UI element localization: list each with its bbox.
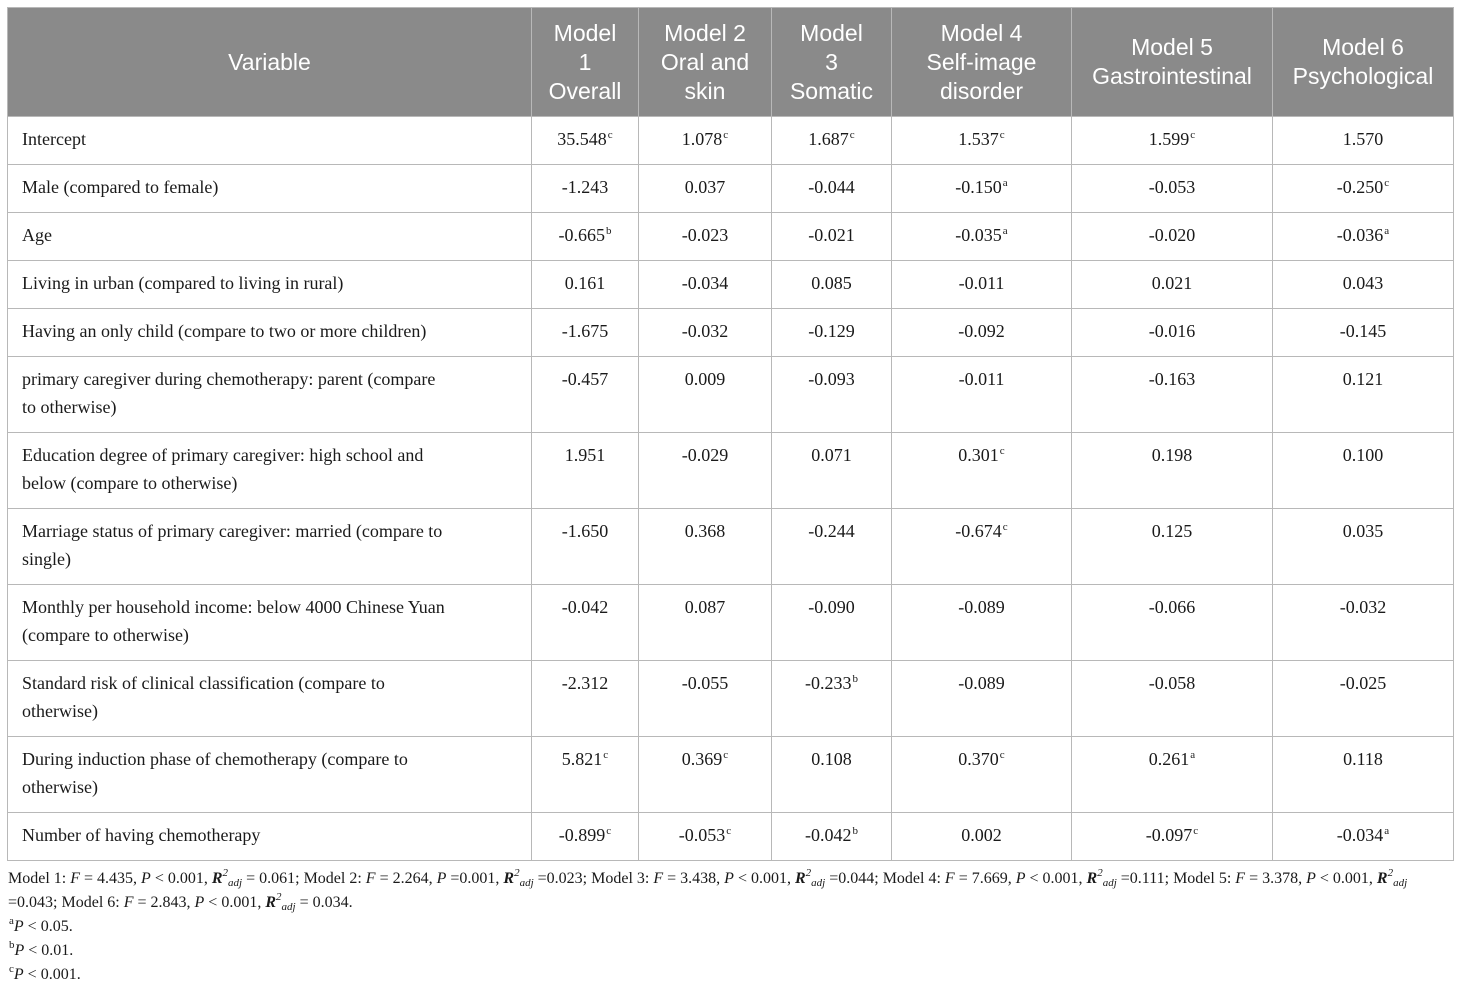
coefficient-value: -0.250 <box>1336 177 1384 197</box>
coefficient-cell <box>1273 509 1454 585</box>
r2-symbol: R <box>1376 870 1388 887</box>
r2-value: =0.111 <box>1120 870 1165 887</box>
footnote <box>8 963 1453 987</box>
r2-subscript: adj <box>1393 877 1408 889</box>
header-model-line: Self-image <box>926 48 1037 75</box>
significance-mark: c <box>1002 521 1008 533</box>
coefficient-cell <box>772 165 892 213</box>
coefficient-cell <box>639 737 772 813</box>
table-header-row <box>8 8 1454 117</box>
f-value: 2.843 <box>150 894 187 911</box>
model-stat: Model 2: F = 2.264, P =0.001, $R^2_{adj} =0.023$; <box>303 867 592 889</box>
coefficient-value: 1.599 <box>1148 129 1190 149</box>
model-stat: Model 4: F = 7.669, P < 0.001, $R^2_{adj} =0.111$; <box>882 867 1174 889</box>
footnote <box>8 915 1453 939</box>
coefficient-value: -1.675 <box>561 321 609 341</box>
coefficient-value: -0.090 <box>808 597 855 617</box>
coefficient-cell <box>1273 213 1454 261</box>
significance-mark: c <box>999 129 1005 141</box>
footnote-mark: a <box>9 915 14 927</box>
header-model-line: Model <box>800 19 863 46</box>
coefficient-value: -0.023 <box>681 225 729 245</box>
coefficient-cell <box>772 261 892 309</box>
coefficient-value: 0.085 <box>811 273 852 293</box>
header-model-line: Model 6 <box>1322 34 1404 60</box>
coefficient-value: 0.037 <box>684 177 726 197</box>
r2-value: =0.043 <box>8 894 54 911</box>
significance-mark: c <box>606 825 612 837</box>
coefficient-cell <box>772 585 892 661</box>
coefficient-cell <box>532 261 639 309</box>
model-stat: Model 6: F = 2.843, P < 0.001, $R^2_{adj} = 0.034$. <box>61 891 353 913</box>
coefficient-value: 1.570 <box>1342 129 1384 149</box>
coefficient-cell <box>639 117 772 165</box>
r2-value: =0.044 <box>829 870 875 887</box>
coefficient-value: -0.032 <box>681 321 729 341</box>
f-value: 7.669 <box>971 870 1008 887</box>
coefficient-cell <box>892 737 1072 813</box>
footnote-mark: c <box>9 963 14 975</box>
coefficient-value: 0.100 <box>1342 445 1384 465</box>
footnote-text: < 0.001. <box>27 966 81 983</box>
coefficient-cell <box>1273 261 1454 309</box>
r2-subscript: adj <box>228 877 243 889</box>
coefficient-cell <box>532 213 639 261</box>
r2-subscript: adj <box>1102 877 1117 889</box>
p-value: < 0.001 <box>737 870 787 887</box>
f-value: 4.435 <box>97 870 134 887</box>
coefficient-value: -0.092 <box>958 321 1005 341</box>
r2-symbol: R <box>503 870 515 887</box>
coefficient-value: -0.021 <box>808 225 855 245</box>
table-row <box>8 357 1454 433</box>
coefficient-value: 0.071 <box>811 445 852 465</box>
coefficient-cell <box>772 661 892 737</box>
coefficient-cell <box>532 509 639 585</box>
coefficient-cell <box>639 661 772 737</box>
coefficient-cell <box>892 585 1072 661</box>
coefficient-value: -0.016 <box>1148 321 1196 341</box>
table-row <box>8 309 1454 357</box>
row-variable-label: Age <box>8 213 532 261</box>
coefficient-value: -0.034 <box>681 273 729 293</box>
table-row <box>8 661 1454 737</box>
coefficient-value: 0.035 <box>1342 521 1384 541</box>
coefficient-value: -0.042 <box>561 597 609 617</box>
p-value: =0.001 <box>450 870 496 887</box>
significance-mark: c <box>999 749 1005 761</box>
coefficient-cell <box>892 433 1072 509</box>
p-symbol: P <box>13 918 24 935</box>
header-model-line: Gastrointestinal <box>1092 63 1252 89</box>
header-variable: Variable <box>8 8 532 117</box>
coefficient-cell <box>772 433 892 509</box>
coefficient-cell <box>772 509 892 585</box>
table-row <box>8 165 1454 213</box>
footnote-mark: b <box>9 939 15 951</box>
header-model-line: Oral and <box>660 48 750 75</box>
coefficient-value: -0.665 <box>558 225 605 245</box>
model-stat-label: Model 2: <box>303 870 366 887</box>
coefficient-cell <box>1273 585 1454 661</box>
coefficient-value: 1.537 <box>958 129 999 149</box>
coefficient-cell <box>1072 585 1273 661</box>
model-stat: Model 1: F = 4.435, P < 0.001, $R^2_{adj} = 0.061$; <box>8 867 304 889</box>
r2-exponent: 2 <box>222 867 229 879</box>
table-row <box>8 213 1454 261</box>
model-stat-label: Model 5: <box>1173 870 1236 887</box>
coefficient-value: 0.121 <box>1342 369 1384 389</box>
coefficient-value: -0.145 <box>1339 321 1387 341</box>
coefficient-cell <box>892 813 1072 861</box>
coefficient-value: -2.312 <box>561 673 609 693</box>
coefficient-value: -0.055 <box>681 673 729 693</box>
model-stat: Model 3: F = 3.438, P < 0.001, $R^2_{adj} =0.044$; <box>591 867 883 889</box>
p-symbol: P <box>1306 870 1316 887</box>
model-stat-label: Model 1: <box>8 870 71 887</box>
coefficient-value: -0.058 <box>1148 673 1196 693</box>
table-row <box>8 585 1454 661</box>
p-value: < 0.001 <box>1029 870 1079 887</box>
coefficient-value: -0.032 <box>1339 597 1387 617</box>
coefficient-value: 0.108 <box>811 749 852 769</box>
significance-mark: c <box>1190 129 1196 141</box>
coefficient-cell <box>532 309 639 357</box>
coefficient-cell <box>532 117 639 165</box>
coefficient-value: 0.368 <box>684 521 726 541</box>
coefficient-value: -1.243 <box>561 177 609 197</box>
table-row <box>8 737 1454 813</box>
coefficient-cell <box>639 509 772 585</box>
coefficient-value: -0.163 <box>1148 369 1196 389</box>
significance-mark: a <box>1002 177 1008 189</box>
table-row <box>8 117 1454 165</box>
coefficient-cell <box>1072 357 1273 433</box>
coefficient-value: 1.687 <box>808 129 849 149</box>
significance-mark: c <box>603 749 609 761</box>
row-variable-label: Marriage status of primary caregiver: married (compare to single) <box>8 509 532 585</box>
p-symbol: P <box>13 966 24 983</box>
coefficient-cell <box>1072 261 1273 309</box>
coefficient-value: -0.089 <box>958 673 1005 693</box>
p-symbol: P <box>436 870 447 887</box>
coefficient-value: -0.053 <box>1148 177 1196 197</box>
row-variable-label: Intercept <box>8 117 532 165</box>
p-symbol: P <box>194 894 205 911</box>
model-stat-label: Model 3: <box>591 870 654 887</box>
coefficient-cell <box>1072 509 1273 585</box>
coefficient-value: 5.821 <box>561 749 603 769</box>
row-variable-label: Number of having chemotherapy <box>8 813 532 861</box>
model-fit-statistics <box>8 867 1453 915</box>
coefficient-cell <box>1273 813 1454 861</box>
coefficient-value: -0.029 <box>681 445 729 465</box>
coefficient-cell <box>772 117 892 165</box>
significance-mark: c <box>999 445 1005 457</box>
coefficient-value: 0.370 <box>958 749 999 769</box>
r2-symbol: R <box>211 870 223 887</box>
r2-symbol: R <box>794 870 806 887</box>
p-value: < 0.001 <box>154 870 204 887</box>
header-model-line: 1 <box>578 48 592 75</box>
coefficient-cell <box>532 813 639 861</box>
table-row <box>8 509 1454 585</box>
coefficient-value: -0.042 <box>805 825 852 845</box>
row-variable-label: Monthly per household income: below 4000 Chinese Yuan (compare to otherwise) <box>8 585 532 661</box>
significance-mark: c <box>723 749 729 761</box>
coefficient-cell <box>639 357 772 433</box>
coefficient-value: -0.036 <box>1336 225 1384 245</box>
coefficient-value: 0.009 <box>684 369 726 389</box>
r2-exponent: 2 <box>514 867 520 879</box>
r2-exponent: 2 <box>1097 867 1103 879</box>
p-symbol: P <box>141 870 151 887</box>
p-symbol: P <box>14 942 25 959</box>
significance-mark: c <box>849 129 855 141</box>
coefficient-cell <box>639 261 772 309</box>
row-variable-label: primary caregiver during chemotherapy: parent (compare to otherwise) <box>8 357 532 433</box>
significance-mark: b <box>852 673 858 685</box>
coefficient-cell <box>532 737 639 813</box>
header-model-line: 3 <box>825 48 838 75</box>
p-value: < 0.001 <box>1319 870 1369 887</box>
coefficient-cell <box>1072 117 1273 165</box>
header-model-line: disorder <box>939 77 1024 104</box>
p-symbol: P <box>1015 870 1026 887</box>
coefficient-value: -0.089 <box>958 597 1005 617</box>
coefficient-value: 0.369 <box>681 749 723 769</box>
coefficient-cell <box>532 357 639 433</box>
header-model-line: skin <box>684 77 726 104</box>
significance-mark: a <box>1190 749 1196 761</box>
coefficient-value: -0.457 <box>561 369 609 389</box>
coefficient-cell <box>1072 213 1273 261</box>
coefficient-cell <box>532 661 639 737</box>
header-model-line: Model 4 <box>940 19 1023 46</box>
coefficient-cell <box>532 165 639 213</box>
significance-mark: c <box>726 825 732 837</box>
p-symbol: P <box>724 870 734 887</box>
coefficient-cell <box>892 165 1072 213</box>
model-stat: Model 5: F = 3.378, P < 0.001, $R^2_{adj} =0.043$; <box>8 867 1408 911</box>
coefficient-cell <box>1273 165 1454 213</box>
row-variable-label: Male (compared to female) <box>8 165 532 213</box>
f-symbol: F <box>944 870 955 887</box>
header-model-4 <box>892 8 1072 117</box>
coefficient-cell <box>532 585 639 661</box>
coefficient-value: -0.150 <box>955 177 1002 197</box>
significance-mark: c <box>723 129 729 141</box>
coefficient-cell <box>892 509 1072 585</box>
coefficient-value: -0.035 <box>955 225 1002 245</box>
row-variable-label: Living in urban (compared to living in rural) <box>8 261 532 309</box>
p-value: < 0.001 <box>208 894 258 911</box>
coefficient-cell <box>532 433 639 509</box>
coefficient-value: 0.125 <box>1151 521 1193 541</box>
model-stat-label: Model 4: <box>882 870 945 887</box>
header-model-line: Overall <box>548 77 622 104</box>
significance-mark: b <box>606 225 612 237</box>
r2-subscript: adj <box>519 877 534 889</box>
header-model-1 <box>532 8 639 117</box>
coefficient-cell <box>1072 813 1273 861</box>
coefficient-cell <box>772 737 892 813</box>
coefficient-value: -0.129 <box>808 321 855 341</box>
table-body <box>8 117 1454 861</box>
coefficient-cell <box>639 585 772 661</box>
coefficient-value: -0.097 <box>1145 825 1193 845</box>
significance-mark: c <box>1384 177 1390 189</box>
coefficient-value: -0.674 <box>955 521 1002 541</box>
coefficient-cell <box>892 213 1072 261</box>
coefficient-value: -0.053 <box>678 825 726 845</box>
f-symbol: F <box>123 894 134 911</box>
coefficient-cell <box>892 261 1072 309</box>
coefficient-value: -0.244 <box>808 521 855 541</box>
f-value: 3.378 <box>1262 870 1299 887</box>
coefficient-value: 0.002 <box>961 825 1002 845</box>
coefficient-cell <box>639 433 772 509</box>
coefficient-cell <box>772 213 892 261</box>
r2-symbol: R <box>265 894 276 911</box>
f-symbol: F <box>1235 870 1246 887</box>
table-row <box>8 261 1454 309</box>
coefficient-cell <box>1072 433 1273 509</box>
significance-mark: b <box>852 825 858 837</box>
coefficient-value: 0.118 <box>1343 749 1383 769</box>
f-symbol: F <box>365 870 376 887</box>
header-model-6 <box>1273 8 1454 117</box>
r2-value: = 0.061 <box>246 870 296 887</box>
header-model-line: Model <box>553 19 617 46</box>
coefficient-value: 35.548 <box>557 129 607 149</box>
coefficient-cell <box>1273 433 1454 509</box>
coefficient-cell <box>772 309 892 357</box>
regression-table-container <box>7 7 1453 987</box>
coefficient-cell <box>772 813 892 861</box>
table-notes <box>7 867 1453 987</box>
significance-footnotes <box>8 915 1453 987</box>
coefficient-value: 0.198 <box>1151 445 1193 465</box>
header-model-line: Psychological <box>1292 63 1434 89</box>
r2-subscript: adj <box>281 901 296 913</box>
header-model-2 <box>639 8 772 117</box>
coefficient-value: -0.011 <box>958 369 1005 389</box>
coefficient-cell <box>1273 117 1454 165</box>
row-variable-label: Having an only child (compare to two or more children) <box>8 309 532 357</box>
coefficient-value: -0.034 <box>1336 825 1384 845</box>
coefficient-value: -0.011 <box>958 273 1005 293</box>
coefficient-cell <box>772 357 892 433</box>
header-model-line: Model 5 <box>1131 34 1213 60</box>
coefficient-value: -0.066 <box>1148 597 1196 617</box>
coefficient-cell <box>639 213 772 261</box>
r2-value: = 0.034 <box>299 894 349 911</box>
f-symbol: F <box>70 870 80 887</box>
regression-table <box>7 7 1454 861</box>
r2-value: =0.023 <box>537 870 583 887</box>
coefficient-cell <box>1072 309 1273 357</box>
footnote-text: < 0.01. <box>28 942 74 959</box>
footnote <box>8 939 1453 963</box>
header-model-line: Somatic <box>789 77 874 104</box>
coefficient-cell <box>892 661 1072 737</box>
r2-symbol: R <box>1086 870 1098 887</box>
row-variable-label: During induction phase of chemotherapy (compare to otherwise) <box>8 737 532 813</box>
coefficient-value: -0.020 <box>1148 225 1196 245</box>
r2-subscript: adj <box>811 877 826 889</box>
coefficient-cell <box>892 357 1072 433</box>
coefficient-cell <box>1273 737 1454 813</box>
f-value: 3.438 <box>680 870 717 887</box>
coefficient-cell <box>892 117 1072 165</box>
significance-mark: a <box>1384 825 1390 837</box>
coefficient-cell <box>1072 737 1273 813</box>
coefficient-value: 0.021 <box>1151 273 1193 293</box>
row-variable-label: Standard risk of clinical classification (compare to otherwise) <box>8 661 532 737</box>
significance-mark: c <box>1193 825 1199 837</box>
coefficient-value: -0.093 <box>808 369 855 389</box>
coefficient-cell <box>639 813 772 861</box>
coefficient-cell <box>1072 661 1273 737</box>
significance-mark: a <box>1384 225 1390 237</box>
coefficient-cell <box>1273 357 1454 433</box>
header-model-3 <box>772 8 892 117</box>
coefficient-value: 0.301 <box>958 445 999 465</box>
coefficient-cell <box>639 309 772 357</box>
header-model-5 <box>1072 8 1273 117</box>
coefficient-value: 1.951 <box>564 445 606 465</box>
table-row <box>8 433 1454 509</box>
table-row <box>8 813 1454 861</box>
coefficient-value: -0.044 <box>808 177 855 197</box>
footnote-text: < 0.05. <box>27 918 73 935</box>
coefficient-value: -1.650 <box>561 521 609 541</box>
f-symbol: F <box>653 870 664 887</box>
header-model-line: Model 2 <box>664 19 746 46</box>
significance-mark: a <box>1002 225 1008 237</box>
coefficient-value: 0.043 <box>1342 273 1384 293</box>
coefficient-value: -0.233 <box>805 673 852 693</box>
r2-exponent: 2 <box>276 891 282 903</box>
model-stat-label: Model 6: <box>61 894 124 911</box>
coefficient-value: 0.087 <box>684 597 726 617</box>
significance-mark: c <box>607 129 613 141</box>
r2-exponent: 2 <box>1387 867 1394 879</box>
coefficient-cell <box>1273 309 1454 357</box>
coefficient-value: -0.899 <box>558 825 606 845</box>
coefficient-cell <box>1072 165 1273 213</box>
coefficient-cell <box>1273 661 1454 737</box>
coefficient-value: 0.161 <box>564 273 606 293</box>
r2-exponent: 2 <box>805 867 812 879</box>
f-value: 2.264 <box>392 870 429 887</box>
coefficient-cell <box>892 309 1072 357</box>
coefficient-value: -0.025 <box>1339 673 1387 693</box>
coefficient-value: 1.078 <box>681 129 723 149</box>
coefficient-value: 0.261 <box>1148 749 1190 769</box>
coefficient-cell <box>639 165 772 213</box>
row-variable-label: Education degree of primary caregiver: high school and below (compare to otherwise) <box>8 433 532 509</box>
